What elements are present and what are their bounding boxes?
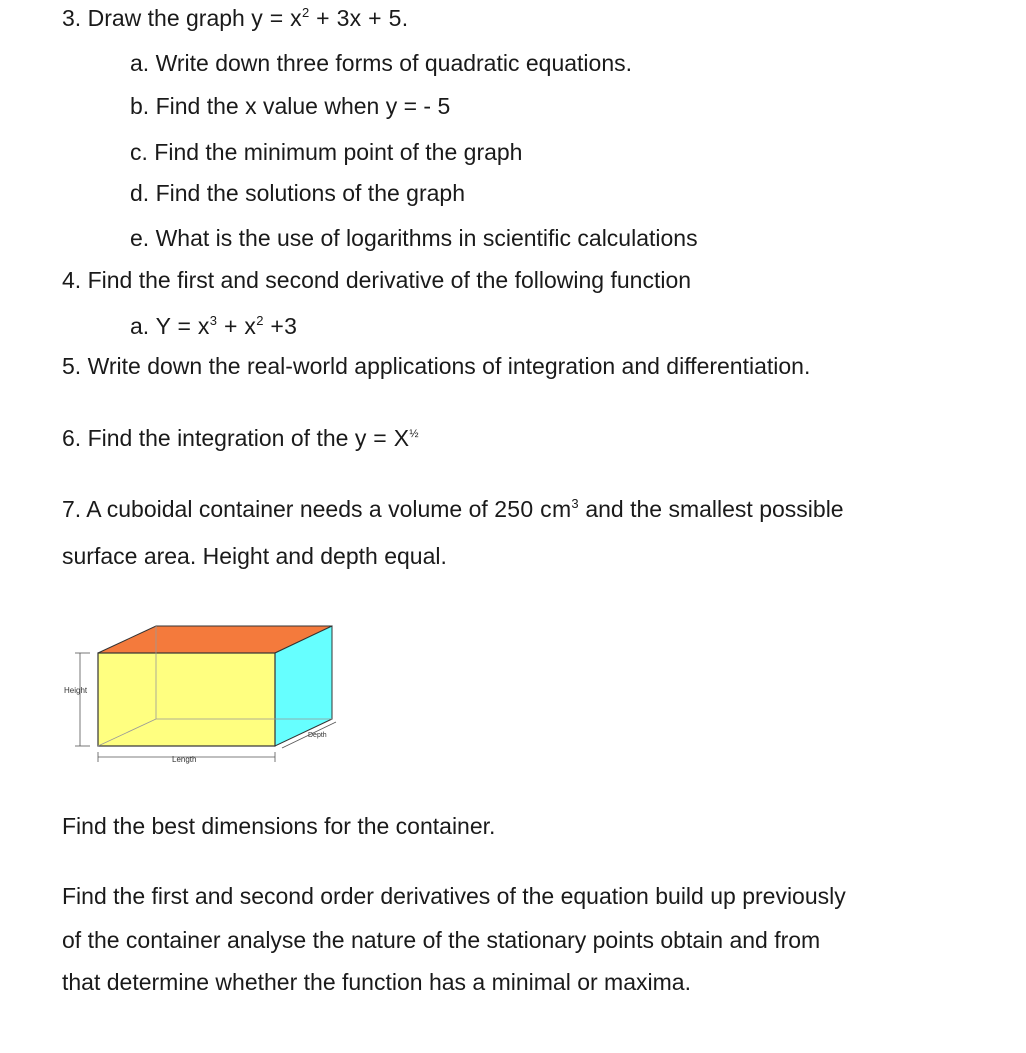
paragraph-derivatives-line-2: of the container analyse the nature of the stationary points obtain and from (62, 927, 821, 953)
question-3-number: 3. (62, 5, 82, 31)
exponent: 2 (256, 313, 264, 328)
equation-part: Y = x (155, 313, 210, 339)
paragraph-best-dimensions: Find the best dimensions for the container. (62, 813, 496, 839)
question-7-text-a: 7. A cuboidal container needs a volume of (62, 496, 488, 522)
question-6-text: 6. Find the integration of the (62, 425, 349, 451)
question-4a-equation (156, 313, 298, 339)
question-7-text-b: and the smallest possible (585, 496, 844, 522)
paragraph-derivatives-line-1: Find the first and second order derivatives of the equation build up previously (62, 883, 846, 909)
question-4a (130, 312, 297, 340)
question-4a-label: a. (130, 313, 150, 339)
question-7-line-1 (62, 495, 844, 523)
equation-part: y = X (354, 425, 410, 451)
exponent: ½ (409, 428, 419, 440)
exponent: 2 (301, 5, 310, 20)
equation-part: +3 (270, 313, 298, 339)
cuboid-front-face (98, 653, 275, 746)
question-7-line-2: surface area. Height and depth equal. (62, 543, 447, 569)
height-label: Height (64, 686, 88, 695)
volume-amount: 250 cm (494, 496, 572, 522)
volume-value (494, 496, 579, 522)
question-5: 5. Write down the real-world applications of integration and differentiation. (62, 353, 811, 379)
question-3d: d. Find the solutions of the graph (130, 180, 465, 206)
question-3 (62, 4, 408, 32)
equation-part: + x (223, 313, 257, 339)
question-3-prefix: Draw the graph (87, 5, 245, 31)
paragraph-derivatives-line-3: that determine whether the function has a minimal or maxima. (62, 969, 691, 995)
question-3e: e. What is the use of logarithms in scientific calculations (130, 225, 698, 251)
question-3a: a. Write down three forms of quadratic equations. (130, 50, 633, 76)
depth-label: Depth (308, 732, 327, 739)
length-label: Length (172, 755, 197, 764)
equation-part: y = x (251, 5, 302, 31)
equation-part: + 3x + 5. (316, 5, 409, 31)
question-3b: b. Find the x value when y = - 5 (130, 93, 451, 119)
question-6 (62, 424, 419, 452)
question-6-equation (355, 425, 419, 451)
cuboid-diagram (60, 615, 350, 775)
question-3-equation (251, 5, 408, 31)
exponent: 3 (571, 496, 579, 511)
question-3c: c. Find the minimum point of the graph (130, 139, 523, 165)
question-4: 4. Find the first and second derivative of the following function (62, 267, 692, 293)
height-dimension-line (75, 653, 90, 746)
exponent: 3 (209, 313, 218, 328)
